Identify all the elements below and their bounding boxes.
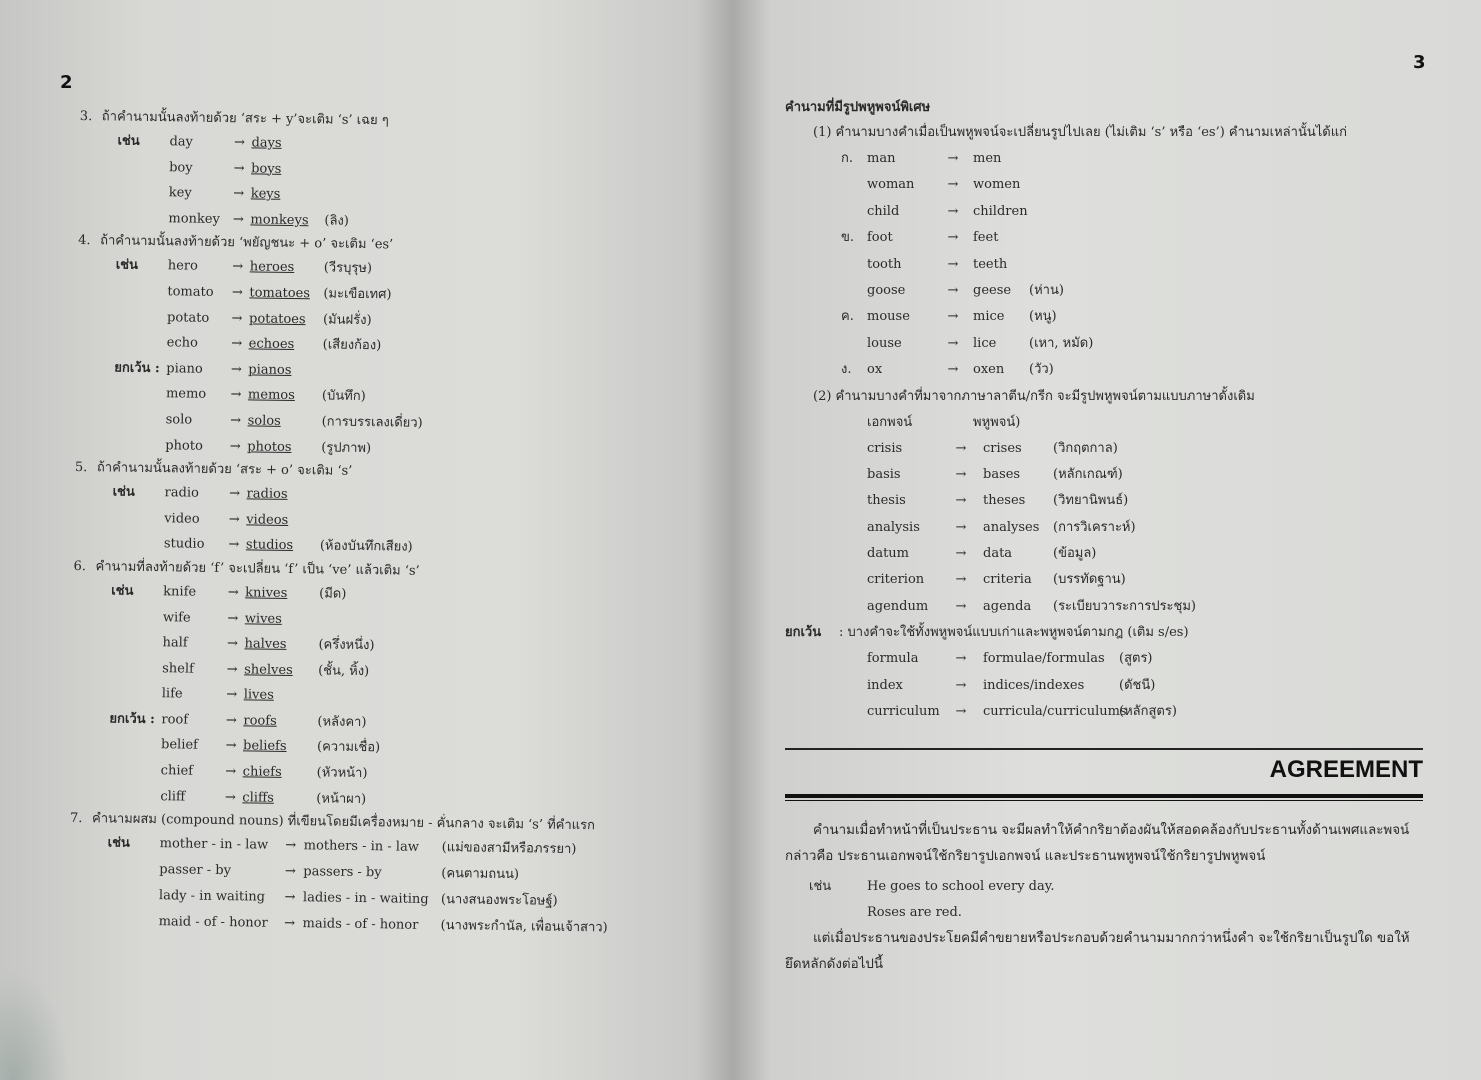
row-label: เช่น	[111, 583, 134, 599]
row-label	[75, 406, 165, 433]
thai-meaning: (สูตร)	[1119, 651, 1153, 667]
plural-word: oxen	[973, 362, 1005, 378]
plural-word: videos	[246, 512, 289, 528]
thai-meaning: (หนู)	[1029, 309, 1057, 325]
arrow-icon: →	[225, 712, 237, 729]
arrow-icon: →	[955, 651, 967, 667]
row-label	[73, 603, 163, 630]
thai-meaning: (การบรรเลงเดี่ยว)	[321, 414, 423, 431]
divider	[785, 748, 1423, 750]
example-list	[785, 436, 1435, 621]
arrow-icon: →	[947, 309, 959, 325]
row-label	[69, 882, 159, 909]
thai-meaning: (หลังคา)	[317, 714, 367, 730]
arrow-icon: →	[232, 259, 244, 275]
thai-meaning: (เสียงก้อง)	[322, 337, 382, 354]
example-row	[785, 331, 1435, 357]
arrow-icon: →	[947, 177, 959, 193]
rule-heading: (2) คำนามบางคำที่มาจากภาษาลาตีน/กรีก จะมีรูปพหูพจน์ตามแบบภาษาดั้งเดิม	[813, 388, 1255, 404]
row-label: ข.	[841, 230, 855, 246]
arrow-icon: →	[955, 546, 967, 562]
arrow-icon: →	[230, 413, 242, 429]
example-row	[785, 699, 1435, 725]
rule-heading: (1) คำนามบางคำเมื่อเป็นพหูพจน์จะเปลี่ยนรูปไปเลย (ไม่เติม ‘s’ หรือ ‘es’) คำนามเหล่านั้นได้แก่	[813, 125, 1347, 140]
singular-word: thesis	[867, 493, 906, 509]
plural-word: days	[251, 135, 282, 151]
plural-word: indices/indexes	[983, 677, 1085, 693]
plural-word: children	[973, 203, 1028, 219]
row-label	[79, 179, 169, 206]
thai-meaning: (วิทยานิพนธ์)	[1053, 493, 1129, 509]
singular-word: tomato	[167, 284, 214, 300]
row-label	[785, 199, 867, 225]
singular-word: photo	[165, 437, 203, 454]
rule-heading: 4. ถ้าคำนามนั้นลงท้ายด้วย ‘พยัญชนะ + o’ จะเติม ‘es’	[78, 233, 394, 253]
thai-meaning: (ชั้น, หิ้ง)	[318, 663, 370, 679]
plural-word: monkeys	[250, 212, 309, 228]
example-list	[70, 578, 713, 817]
arrow-icon: →	[232, 211, 244, 228]
left-page	[0, 0, 733, 1080]
plural-word: formulae/formulas	[983, 651, 1105, 667]
plural-word: analyses	[983, 519, 1040, 535]
plural-word: solos	[247, 413, 281, 429]
thai-meaning: (ระเบียบวาระการประชุม)	[1053, 598, 1196, 614]
row-label	[68, 908, 158, 935]
arrow-icon: →	[225, 764, 237, 780]
arrow-icon: →	[228, 537, 240, 553]
arrow-icon: →	[955, 493, 967, 509]
row-label: ค.	[841, 309, 854, 325]
thai-meaning: (ความเชื่อ)	[316, 739, 381, 756]
plural-word: mice	[973, 309, 1005, 325]
thai-meaning: (ห่าน)	[1029, 282, 1064, 298]
example-sentence: เช่น He goes to school every day.	[809, 879, 1055, 894]
singular-word: woman	[867, 177, 915, 193]
singular-word: echo	[166, 335, 198, 351]
page-stain	[0, 970, 70, 1080]
singular-word: day	[169, 134, 194, 150]
singular-word: child	[867, 203, 900, 219]
arrow-icon: →	[229, 486, 241, 502]
singular-word: basis	[867, 466, 901, 482]
thai-meaning: (วีรบุรุษ)	[323, 260, 373, 277]
thai-meaning: (ครึ่งหนึ่ง)	[318, 637, 375, 654]
singular-word: mother - in - law	[159, 836, 269, 853]
plural-word: curricula/curriculums	[983, 704, 1127, 720]
singular-word: shelf	[162, 660, 194, 677]
arrow-icon: →	[947, 362, 959, 378]
singular-word: radio	[164, 485, 199, 501]
thai-meaning: (หน้าผา)	[316, 791, 367, 807]
singular-word: life	[161, 686, 183, 702]
paragraph: คำนามเมื่อทำหน้าที่เป็นประธาน จะมีผลทำให้คำกริยาต้องผันให้สอดคล้องกับประธานทั้งด้านเพศและพจน์ กล่าวคือ ประธานเอกพจน์ใช้กริยารูปเอกพจน์ และประธานพหูพจน์ใช้กริยารูปพหูพจน์	[785, 823, 1410, 864]
thai-meaning: (มะเขือเทศ)	[323, 286, 392, 303]
singular-word: goose	[867, 282, 906, 298]
example-row	[785, 488, 1435, 514]
arrow-icon: →	[947, 282, 959, 298]
left-page-content	[68, 106, 720, 943]
plural-word: lives	[243, 687, 274, 704]
row-label	[71, 757, 161, 784]
example-row	[785, 146, 1435, 172]
arrow-icon: →	[228, 511, 240, 527]
plural-word: ladies - in - waiting	[302, 890, 429, 908]
plural-word: women	[973, 177, 1021, 193]
example-row	[785, 541, 1435, 567]
plural-word: theses	[983, 493, 1026, 509]
example-row	[785, 304, 1435, 330]
arrow-icon: →	[233, 160, 245, 176]
row-label	[77, 329, 167, 356]
example-row	[785, 357, 1435, 383]
row-label	[785, 278, 867, 304]
arrow-icon: →	[229, 438, 241, 454]
row-label	[70, 783, 160, 810]
example-row	[785, 436, 1435, 462]
arrow-icon: →	[226, 661, 238, 677]
singular-word: datum	[867, 546, 909, 562]
plural-word: agenda	[983, 598, 1032, 614]
singular-word: piano	[166, 360, 203, 377]
plural-word: knives	[245, 585, 288, 601]
section-title: คำนามที่มีรูปพหูพจน์พิเศษ	[785, 100, 931, 115]
thai-meaning: (ข้อมูล)	[1053, 546, 1097, 562]
example-row	[785, 567, 1435, 593]
arrow-icon: →	[955, 519, 967, 535]
row-label: เช่น	[107, 835, 130, 852]
singular-word: key	[168, 185, 192, 201]
row-label	[75, 431, 165, 458]
singular-word: curriculum	[867, 704, 940, 720]
singular-word: wife	[162, 609, 191, 626]
row-label	[69, 856, 159, 883]
thai-meaning: (ลิง)	[324, 213, 349, 229]
example-list	[68, 830, 709, 943]
example-row	[785, 594, 1435, 620]
plural-word: criteria	[983, 572, 1032, 588]
paragraph: แต่เมื่อประธานของประโยคมีคำขยายหรือประกอบด้วยคำนามมากกว่าหนึ่งคำ จะใช้กริยาเป็นรูปใด ขอให้ยึดหลักดังต่อไปนี้	[785, 931, 1410, 972]
singular-word: cliff	[160, 788, 186, 805]
row-label	[72, 655, 162, 682]
plural-word: chiefs	[242, 764, 282, 780]
plural-word: lice	[973, 335, 997, 351]
thai-meaning: (หลักเกณฑ์)	[1053, 466, 1123, 482]
thai-meaning: (หัวหน้า)	[316, 765, 368, 782]
example-sentence: Roses are red.	[867, 905, 962, 920]
thai-meaning: (ห้องบันทึกเสียง)	[319, 538, 413, 555]
row-label: ยกเว้น :	[114, 360, 160, 376]
row-label	[76, 380, 166, 407]
plural-word: feet	[973, 230, 999, 246]
singular-word: hero	[167, 258, 198, 275]
arrow-icon: →	[955, 704, 967, 720]
arrow-icon: →	[227, 585, 239, 601]
row-label	[78, 205, 168, 232]
plural-word: passers - by	[303, 864, 382, 881]
arrow-icon: →	[284, 916, 296, 932]
plural-word: boys	[251, 160, 282, 177]
row-label: ยกเว้น :	[109, 711, 155, 727]
thai-meaning: (ดัชนี)	[1119, 677, 1156, 693]
singular-word: lady - in waiting	[158, 888, 266, 905]
arrow-icon: →	[225, 738, 237, 754]
thai-meaning: (แม่ของสามีหรือภรรยา)	[441, 840, 577, 858]
singular-word: tooth	[867, 256, 902, 272]
column-headers	[785, 410, 1435, 436]
exception-text: : บางคำจะใช้ทั้งพหูพจน์แบบเก่าและพหูพจน์ตามกฎ (เติม s/es)	[839, 625, 1189, 641]
arrow-icon: →	[227, 610, 239, 626]
row-label	[79, 154, 169, 181]
singular-word: formula	[867, 651, 919, 667]
singular-word: mouse	[867, 309, 910, 325]
singular-word: index	[867, 677, 903, 693]
plural-word: mothers - in - law	[303, 838, 420, 856]
example-list	[74, 479, 715, 565]
plural-word: crises	[983, 440, 1022, 456]
thai-meaning: (นางพระกำนัล, เพื่อนเจ้าสาว)	[440, 918, 608, 936]
arrow-icon: →	[947, 230, 959, 246]
arrow-icon: →	[233, 135, 246, 151]
row-label: เช่น	[112, 484, 135, 500]
plural-word: heroes	[249, 259, 295, 276]
example-row	[785, 199, 1435, 225]
singular-word: monkey	[168, 211, 220, 227]
row-label: เช่น	[115, 257, 139, 274]
arrow-icon: →	[231, 310, 243, 326]
arrow-icon: →	[955, 572, 967, 588]
plural-word: pianos	[248, 362, 292, 378]
plural-word: cliffs	[242, 789, 274, 806]
singular-word: knife	[163, 584, 197, 600]
singular-word: louse	[867, 335, 902, 351]
row-label	[785, 172, 867, 198]
arrow-icon: →	[231, 285, 243, 301]
right-page	[733, 0, 1481, 1080]
plural-word: halves	[244, 636, 287, 653]
singular-word: solo	[165, 412, 193, 428]
row-label	[72, 680, 162, 707]
singular-word: studio	[163, 536, 205, 553]
thai-meaning: (การวิเคราะห์)	[1053, 519, 1136, 535]
section-heading: AGREEMENT	[1269, 756, 1423, 783]
example-list	[75, 252, 718, 466]
arrow-icon: →	[224, 789, 236, 805]
row-label	[72, 629, 162, 656]
example-row	[785, 278, 1435, 304]
row-label: เช่น	[117, 133, 140, 149]
thai-meaning: (วิกฤตกาล)	[1053, 440, 1118, 456]
arrow-icon: →	[947, 203, 959, 219]
plural-word: bases	[983, 466, 1021, 482]
thai-meaning: (เหา, หมัด)	[1029, 335, 1094, 351]
row-label	[785, 252, 867, 278]
plural-word: potatoes	[248, 310, 306, 327]
example-row	[785, 646, 1435, 672]
singular-word: belief	[160, 737, 199, 754]
singular-word: memo	[165, 386, 207, 403]
arrow-icon: →	[947, 335, 959, 351]
arrow-icon: →	[947, 151, 959, 166]
plural-word: geese	[973, 282, 1012, 298]
singular-word: potato	[166, 309, 210, 326]
singular-word: man	[867, 151, 896, 166]
row-label	[785, 331, 867, 357]
plural-word: echoes	[248, 336, 295, 353]
example-list	[78, 128, 719, 239]
plural-header: พหูพจน์)	[973, 414, 1021, 430]
singular-word: analysis	[867, 519, 920, 535]
plural-word: roofs	[243, 713, 277, 729]
thai-meaning: (วัว)	[1029, 362, 1054, 378]
plural-word: beliefs	[242, 738, 287, 755]
thai-meaning: (รูปภาพ)	[321, 439, 372, 456]
thai-meaning: (มีด)	[319, 586, 347, 602]
example-row	[785, 515, 1435, 541]
singular-word: criterion	[867, 572, 925, 588]
plural-word: tomatoes	[249, 285, 311, 302]
thai-meaning: (คนตามถนน)	[441, 866, 520, 883]
example-row	[785, 673, 1435, 699]
singular-word: crisis	[867, 440, 903, 456]
plural-word: photos	[247, 438, 292, 455]
right-page-content	[785, 96, 1435, 725]
plural-word: data	[983, 546, 1013, 562]
thai-meaning: (บันทึก)	[321, 388, 366, 405]
arrow-icon: →	[230, 361, 242, 378]
example-row	[785, 225, 1435, 251]
rule-heading: 5. ถ้าคำนามนั้นลงท้ายด้วย ‘สระ + o’ จะเติม ‘s’	[74, 460, 353, 479]
arrow-icon: →	[955, 677, 967, 693]
plural-word: memos	[247, 387, 295, 404]
arrow-icon: →	[230, 387, 242, 403]
arrow-icon: →	[231, 336, 243, 352]
arrow-icon: →	[947, 256, 959, 272]
plural-word: radios	[246, 486, 288, 503]
exception-label: ยกเว้น	[785, 625, 822, 641]
singular-word: ox	[867, 362, 883, 378]
arrow-icon: →	[284, 864, 296, 880]
singular-word: maid - of - honor	[158, 914, 268, 931]
example-row	[785, 462, 1435, 488]
singular-word: agendum	[867, 598, 929, 614]
divider	[785, 794, 1423, 798]
singular-word: foot	[867, 230, 893, 246]
plural-word: maids - of - honor	[302, 916, 419, 934]
singular-word: boy	[169, 159, 193, 176]
singular-word: chief	[160, 763, 194, 779]
page-number: 2	[60, 72, 73, 93]
plural-word: men	[973, 151, 1002, 166]
row-label: ง.	[841, 362, 852, 378]
thai-meaning: (บรรทัดฐาน)	[1053, 572, 1126, 588]
example-row	[785, 252, 1435, 278]
plural-word: keys	[250, 186, 281, 202]
row-label	[71, 731, 161, 758]
example-row	[785, 172, 1435, 198]
plural-word: wives	[244, 610, 282, 627]
arrow-icon: →	[284, 890, 296, 906]
page-number: 3	[1413, 52, 1426, 73]
row-label	[74, 530, 164, 557]
singular-header: เอกพจน์	[867, 414, 913, 430]
plural-word: shelves	[244, 662, 293, 678]
arrow-icon: →	[955, 598, 967, 614]
exception-line	[785, 620, 1435, 646]
singular-word: roof	[161, 712, 189, 728]
arrow-icon: →	[285, 838, 297, 854]
arrow-icon: →	[226, 636, 239, 652]
rule-heading: 3. ถ้าคำนามนั้นลงท้ายด้วย ‘สระ + y’จะเติม ‘s’ เฉย ๆ	[79, 108, 389, 129]
arrow-icon: →	[226, 687, 238, 703]
singular-word: video	[164, 510, 200, 527]
plural-word: studios	[245, 537, 294, 554]
rule-heading: 7. คำนามผสม (compound nouns) ที่เขียนโดยมีเครื่องหมาย - คั่นกลาง จะเติม ‘s’ ที่คำแรก	[69, 811, 596, 834]
singular-word: half	[162, 635, 188, 651]
divider	[785, 800, 1423, 801]
row-label	[77, 304, 167, 331]
arrow-icon: →	[955, 466, 967, 482]
thai-meaning: (นางสนองพระโอษฐ์)	[440, 892, 558, 909]
plural-word: teeth	[973, 256, 1008, 272]
example-list	[785, 646, 1435, 725]
rule-heading: 6. คำนามที่ลงท้ายด้วย ‘f’ จะเปลี่ยน ‘f’ เป็น ‘ve’ แล้วเติม ‘s’	[73, 558, 420, 579]
row-label	[74, 505, 164, 532]
row-label	[77, 278, 167, 305]
row-label: ก.	[841, 151, 854, 166]
example-list	[785, 146, 1435, 384]
singular-word: passer - by	[159, 862, 232, 879]
thai-meaning: (มันฝรั่ง)	[322, 311, 372, 328]
arrow-icon: →	[955, 440, 967, 456]
arrow-icon: →	[233, 186, 245, 202]
thai-meaning: (หลักสูตร)	[1119, 704, 1177, 720]
